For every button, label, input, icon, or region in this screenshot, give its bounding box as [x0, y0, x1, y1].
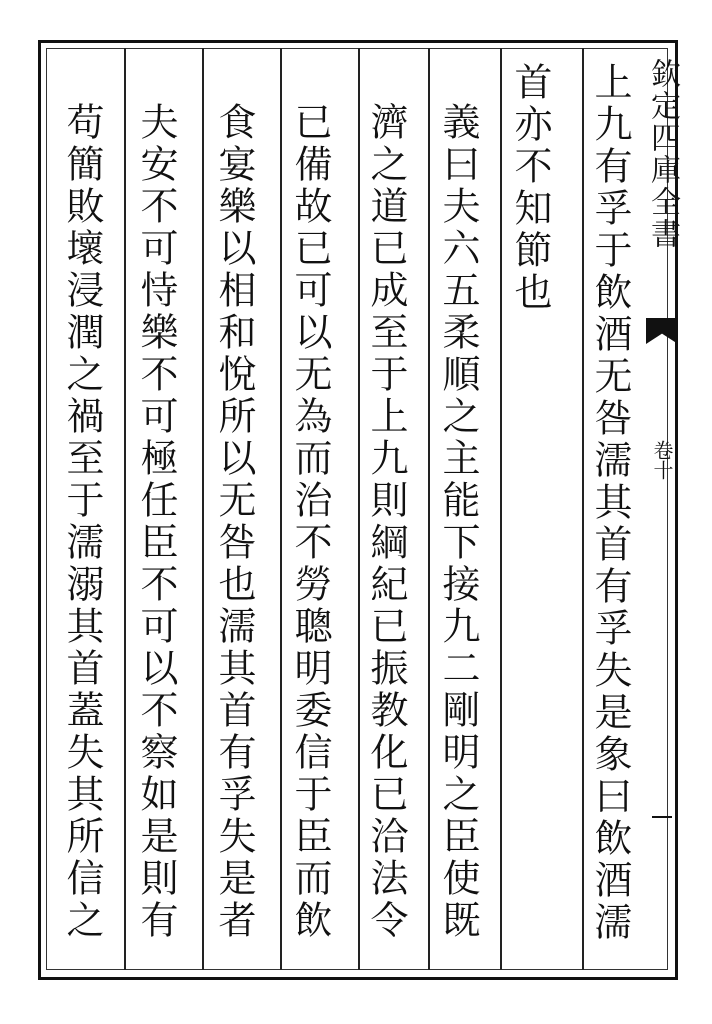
column-divider	[202, 48, 204, 970]
column-divider	[124, 48, 126, 970]
juan-label: 卷十	[650, 440, 674, 480]
text-column-3: 義曰夫六五柔順之主能下接九二剛明之臣使既	[436, 102, 480, 942]
column-divider	[358, 48, 360, 970]
text-column-7: 夫安不可恃樂不可極任臣不可以不察如是則有	[134, 102, 178, 942]
column-divider	[280, 48, 282, 970]
text-column-6: 食宴樂以相和悅所以无咎也濡其首有孚失是者	[212, 102, 256, 942]
page-number-mark	[652, 816, 672, 818]
text-column-5: 已備故已可以无為而治不勞聰明委信于臣而飲	[288, 102, 332, 942]
column-divider	[428, 48, 430, 970]
text-column-1: 上九有孚于飲酒无咎濡其首有孚失是象曰飲酒濡	[588, 62, 632, 944]
text-column-8: 苟簡敗壞浸潤之禍至于濡溺其首蓋失其所信之	[60, 102, 104, 942]
column-divider	[500, 48, 502, 970]
text-column-2: 首亦不知節也	[508, 62, 552, 314]
text-column-4: 濟之道已成至于上九則綱紀已振教化已洽法令	[364, 102, 408, 942]
column-divider	[582, 48, 584, 970]
book-title: 欽定四庫全書	[645, 58, 680, 250]
